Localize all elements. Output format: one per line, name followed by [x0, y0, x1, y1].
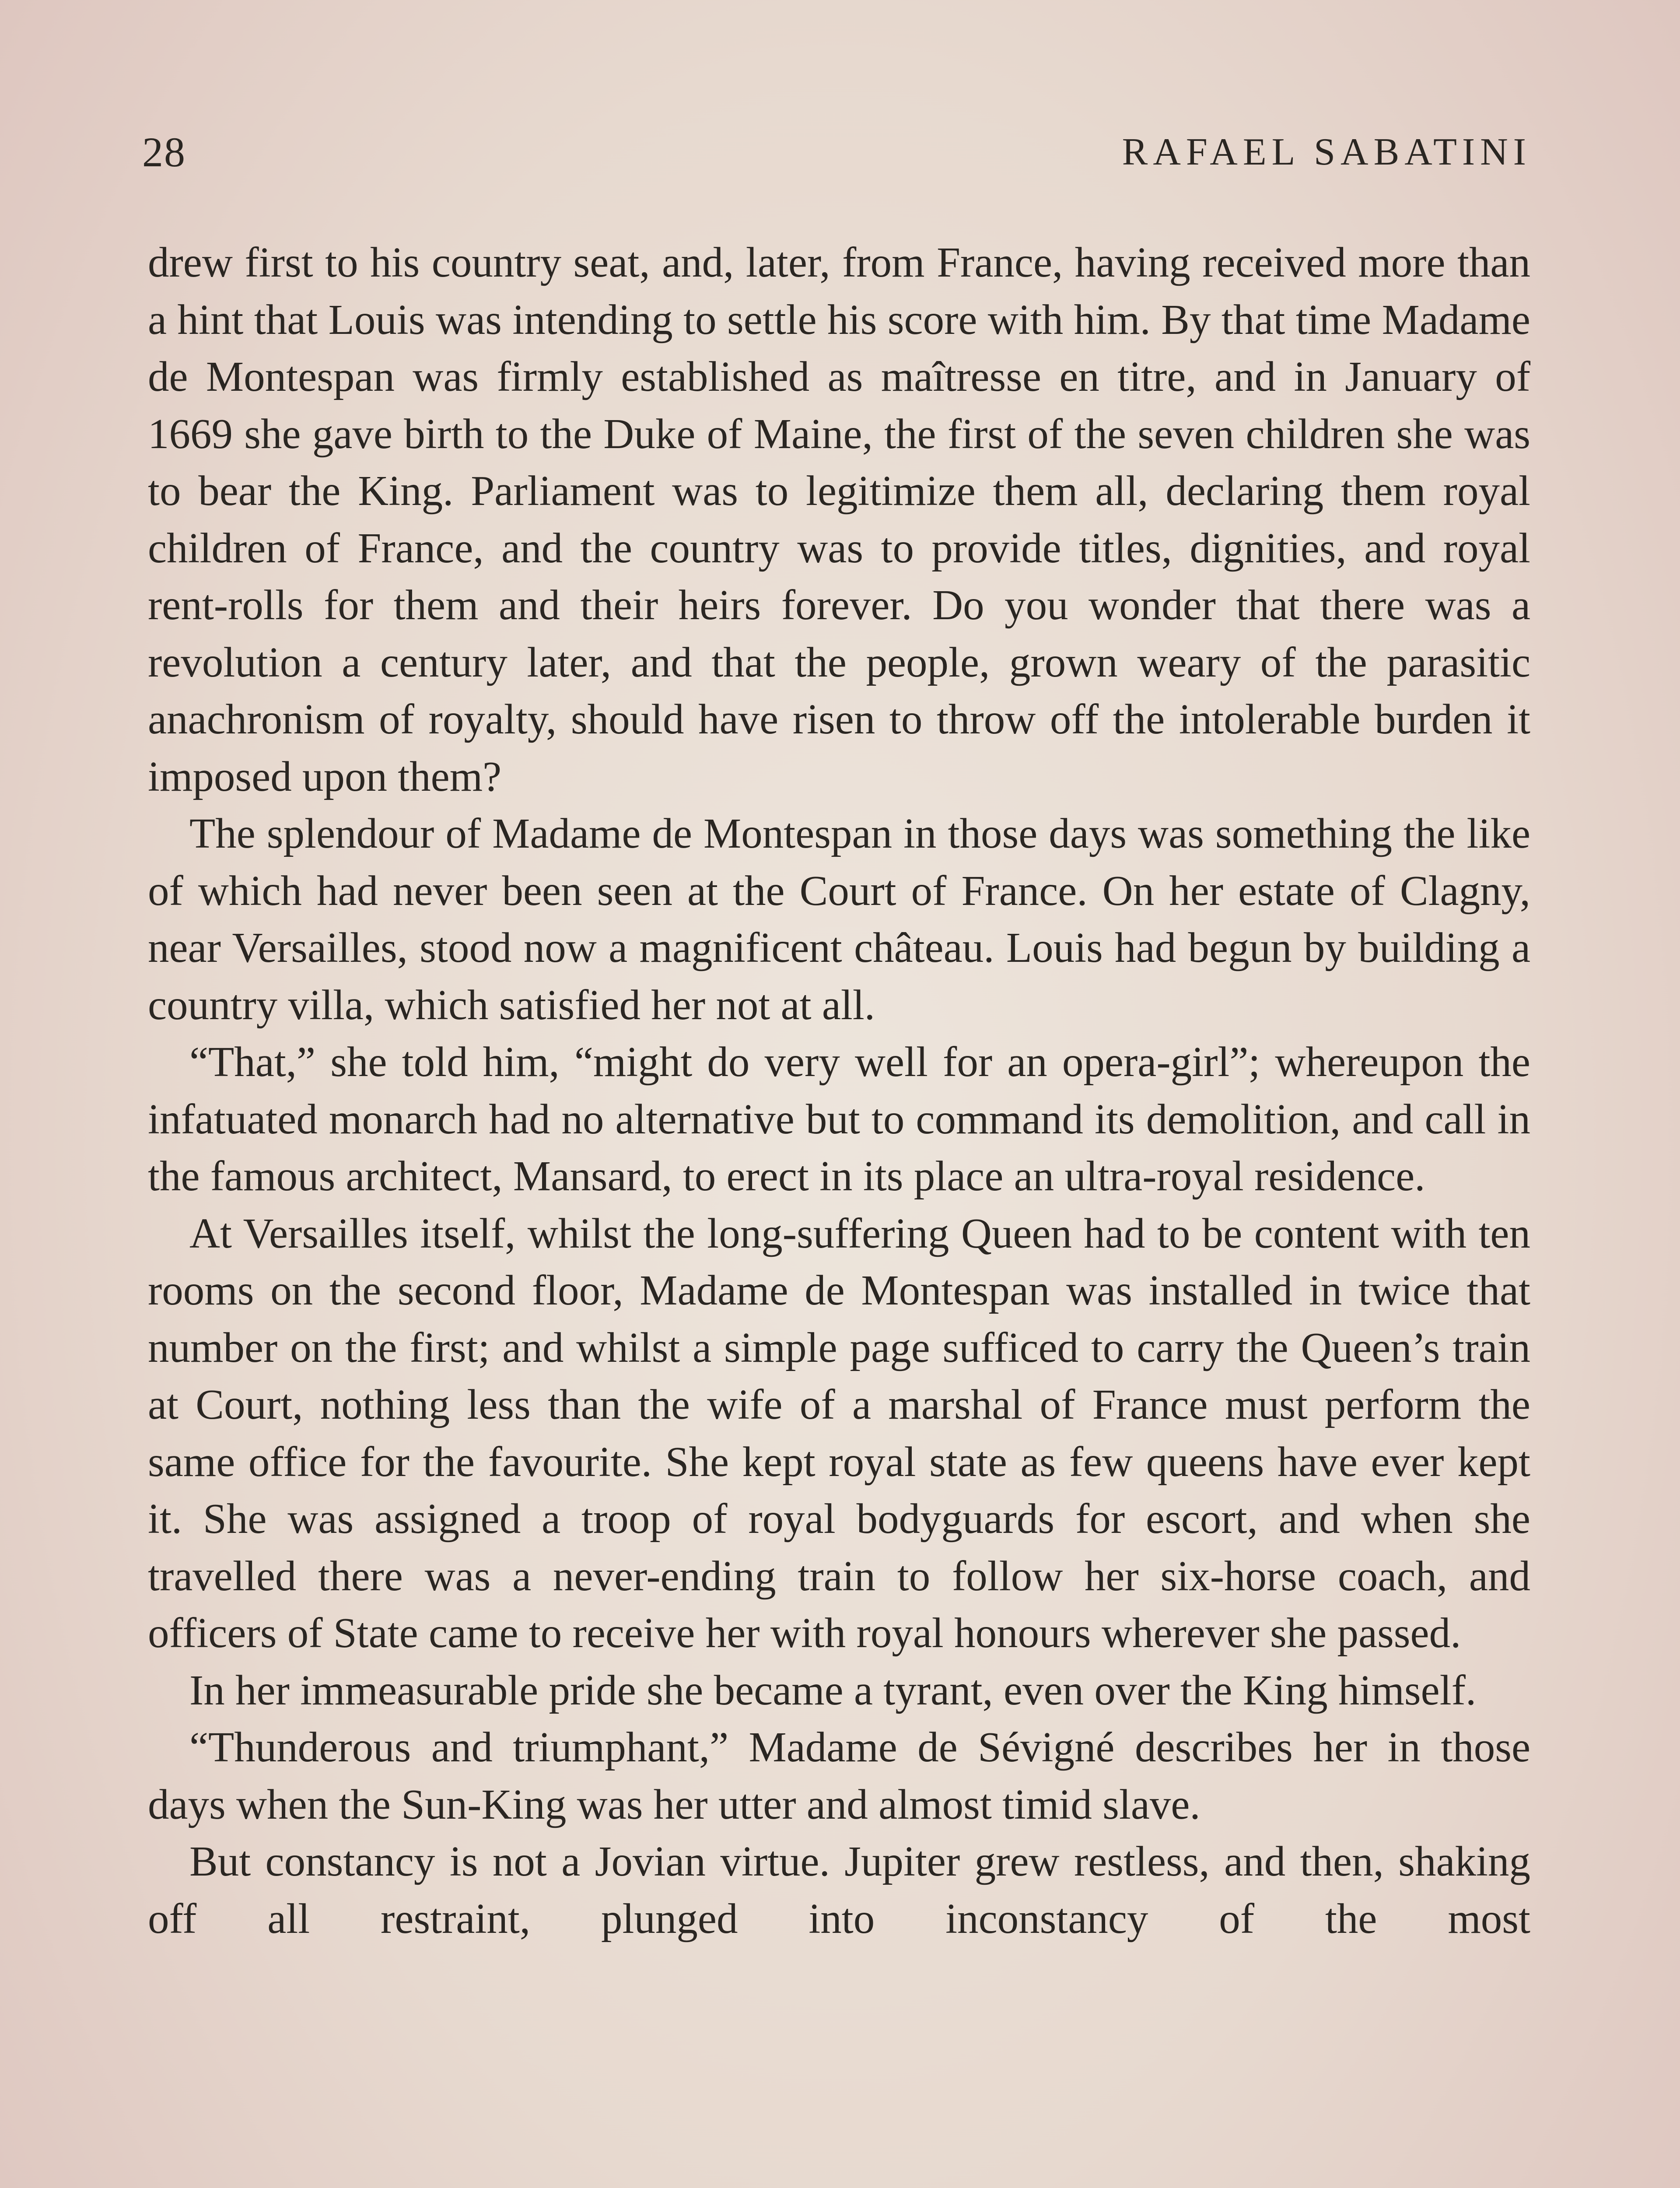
page-number: 28	[142, 129, 186, 175]
paragraph: But constancy is not a Jovian virtue. Jupiter grew restless, and then, shaking off all restraint, plunged into inconstancy of the most	[148, 1838, 1530, 1942]
paragraph: The splendour of Madame de Montespan in those days was something the like of which had never been seen at the Court of France. On her estate of Clagny, near Versailles, stood now a magnificent château. Louis had begun by building a country villa, which satisfied her not at all.	[148, 810, 1530, 1028]
paragraph: “That,” she told him, “might do very well for an opera-girl”; whereupon the infatuated monarch had no alternative but to command its demolition, and call in the famous architect, Mansard, to erect in its place an ultra-royal residence.	[148, 1038, 1530, 1199]
paragraph: drew first to his country seat, and, later, from France, having received more than a hint that Louis was intending to settle his score with him. By that time Madame de Montespan was firmly established as maîtresse en titre, and in January of 1669 she gave birth to the Duke of Maine, the first of the seven children she was to bear the King. Parliament was to legitimize them all, declaring them royal children of France, and the country was to provide titles, dignities, and royal rent-rolls for them and their heirs forever. Do you wonder that there was a revolution a century later, and that the people, grown weary of the parasitic anachronism of royalty, should have risen to throw off the intolerable burden it imposed upon them?	[148, 239, 1530, 800]
body-text	[148, 234, 1530, 1947]
paragraph: At Versailles itself, whilst the long-suffering Queen had to be content with ten rooms on the second floor, Madame de Montespan was installed in twice that number on the first; and whilst a simple page sufficed to carry the Queen’s train at Court, nothing less than the wife of a marshal of France must perform the same office for the favourite. She kept royal state as few queens have ever kept it. She was assigned a troop of royal bodyguards for escort, and when she travelled there was a never-ending train to follow her six-horse coach, and officers of State came to receive her with royal honours wherever she passed.	[148, 1210, 1530, 1656]
running-head: RAFAEL SABATINI	[1122, 131, 1531, 173]
page-header	[142, 122, 1531, 183]
paragraph: In her immeasurable pride she became a tyrant, even over the King himself.	[189, 1666, 1477, 1714]
paragraph: “Thunderous and triumphant,” Madame de Sévigné describes her in those days when the Sun-King was her utter and almost timid slave.	[148, 1724, 1530, 1828]
